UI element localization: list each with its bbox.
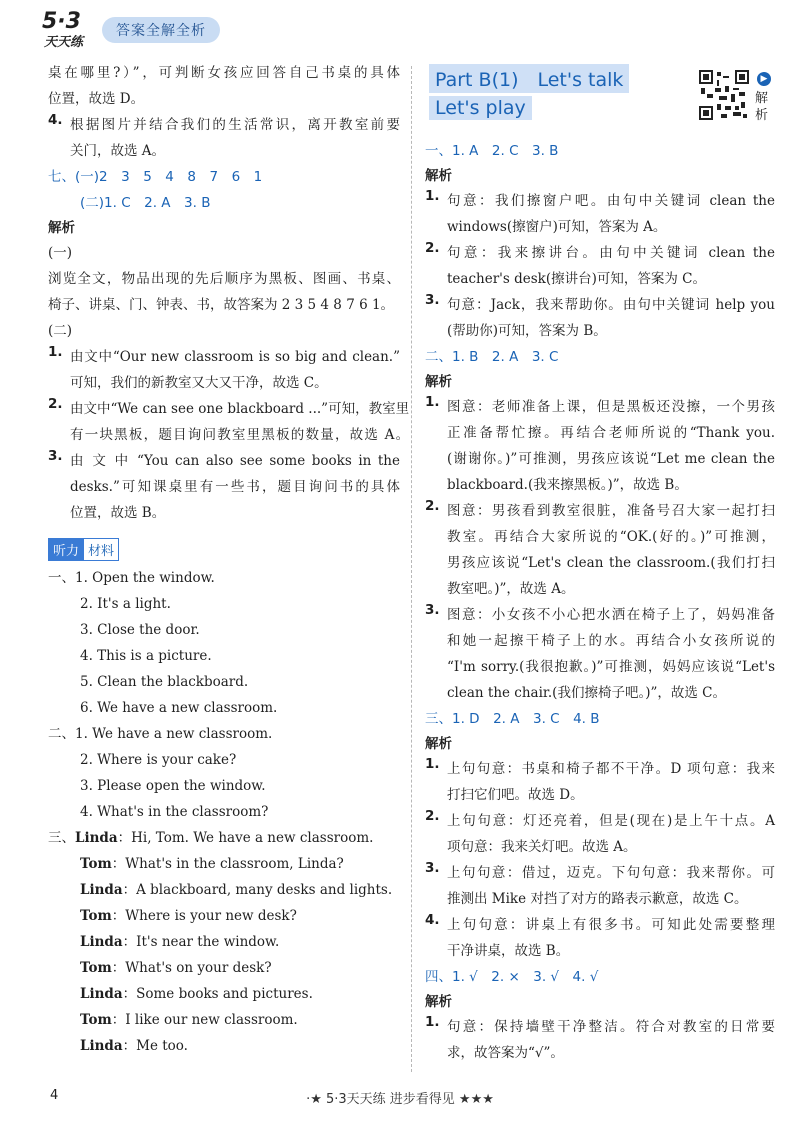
text-line: 句意：Jack，我来帮助你。由句中关键词 help you [447, 297, 775, 313]
list-item [425, 498, 775, 602]
text-line: 有一块黑板，题目询问教室里黑板的数量，故选 A。 [70, 427, 410, 443]
answer-line: 二、1. B 2. A 3. C [425, 349, 559, 365]
item-number: 1. [425, 188, 440, 204]
speech: ：A blackboard, many desks and lights. [122, 882, 393, 898]
item-number: 4. [48, 112, 63, 128]
unit-title-block [425, 60, 775, 124]
text-line: 推测出 Mike 对挡了对方的路表示歉意，故选 C。 [447, 891, 748, 907]
text-line: 位置，故选 D。 [48, 91, 145, 107]
script-line: 一、1. Open the window. [48, 570, 215, 586]
text-line: “I'm sorry.(我很抱歉。)”可推测，妈妈应该说“Let's [447, 659, 775, 675]
speech: ：It's near the window. [122, 934, 280, 950]
item-number: 2. [425, 808, 440, 824]
unit-subtitle: Let's play [429, 96, 532, 120]
list-item [425, 602, 775, 706]
text-line: 正准备帮忙擦。再结合老师所说的“Thank you. [447, 425, 775, 441]
text-line: (帮助你)可知，答案为 B。 [447, 323, 607, 339]
dialogue-line [48, 1033, 400, 1059]
text-line: 上句句意：讲桌上有很多书。可知此处需要整理 [447, 917, 775, 933]
list-item [425, 394, 775, 498]
logo-text-bottom: 天天练 [44, 35, 84, 50]
script-line: 4. This is a picture. [80, 648, 212, 664]
text-line: 男孩应该说“Let's clean the classroom.(我们打扫 [447, 555, 775, 571]
text-line: 项句意：我来关灯吧。故选 A。 [447, 839, 637, 855]
speaker: Tom [80, 856, 112, 872]
analysis-heading: 解析 [425, 994, 452, 1010]
speaker: Linda [80, 986, 123, 1002]
text-line: (二) [48, 323, 73, 339]
text-line: windows(擦窗户)可知，答案为 A。 [447, 219, 667, 235]
text-line: 上句句意：借过，迈克。下句句意：我来帮你。可 [447, 865, 775, 881]
script-line: 3. Please open the window. [80, 778, 266, 794]
script-line: 6. We have a new classroom. [80, 700, 278, 716]
right-column [425, 60, 775, 1066]
text-line: 关门，故选 A。 [70, 143, 166, 159]
play-arrow-icon[interactable]: ▶ [757, 72, 771, 86]
item-number: 1. [48, 344, 63, 360]
item-number: 2. [425, 498, 440, 514]
text-line: 求，故答案为“√”。 [447, 1045, 564, 1061]
text-line: clean the chair.(我们擦椅子吧。)”，故选 C。 [447, 685, 726, 701]
text-line: 打扫它们吧。故选 D。 [447, 787, 584, 803]
section-prefix: 三、 [48, 830, 75, 846]
text-line: teacher's desk(擦讲台)可知，答案为 C。 [447, 271, 706, 287]
text-line: 由 文 中 “You can also see some books in the [70, 453, 400, 469]
speaker: Tom [80, 908, 112, 924]
logo-text-top: 5·3 [42, 9, 81, 34]
page-footer [0, 1088, 800, 1112]
analysis-heading: 解析 [425, 168, 452, 184]
speaker: Linda [80, 934, 123, 950]
text-line: 上句句意：书桌和椅子都不干净。D 项句意：我来 [447, 761, 775, 777]
answer-line: (二)1. C 2. A 3. B [80, 195, 211, 211]
dialogue-line [48, 929, 400, 955]
listening-material-tag [48, 538, 119, 561]
unit-title: Part B(1) Let's talk [429, 64, 629, 93]
text-line: 位置，故选 B。 [70, 505, 166, 521]
item-number: 1. [425, 756, 440, 772]
list-item [425, 808, 775, 860]
text-line: 椅子、讲桌、门、钟表、书，故答案为 2 3 5 4 8 7 6 1。 [48, 297, 395, 313]
brand-logo [40, 11, 94, 49]
speaker: Linda [80, 1038, 123, 1054]
speech: ：Hi, Tom. We have a new classroom. [117, 830, 374, 846]
script-line: 2. It's a light. [80, 596, 171, 612]
item-number: 3. [48, 448, 63, 464]
text-line: 句意：我来擦讲台。由句中关键词 clean the [447, 245, 775, 261]
list-item [425, 1014, 775, 1066]
dialogue [48, 825, 400, 1059]
dialogue-line [48, 1007, 400, 1033]
left-column [48, 60, 410, 1059]
speaker: Tom [80, 960, 112, 976]
item-number: 2. [48, 396, 63, 412]
speech: ：Where is your new desk? [111, 908, 297, 924]
dialogue-line [48, 903, 400, 929]
qr-code-icon[interactable] [699, 70, 749, 120]
text-line: desks.”可知课桌里有一些书，题目询问书的具体 [70, 479, 400, 495]
speech: ：I like our new classroom. [111, 1012, 298, 1028]
dialogue-line [48, 851, 400, 877]
footer-slogan: ·★ 5·3天天练 进步看得见 ★★★ [306, 1092, 494, 1107]
text-line: 由文中“Our new classroom is so big and clean.” [70, 349, 400, 365]
list-item [425, 912, 775, 964]
text-line: 根据图片并结合我们的生活常识，离开教室前要 [70, 117, 400, 133]
text-line: 句意：我们擦窗户吧。由句中关键词 clean the [447, 193, 775, 209]
item-number: 3. [425, 860, 440, 876]
script-line: 3. Close the door. [80, 622, 200, 638]
text-line: 干净讲桌，故选 B。 [447, 943, 570, 959]
text-line: blackboard.(我来擦黑板。)”，故选 B。 [447, 477, 688, 493]
script-line: 4. What's in the classroom? [80, 804, 269, 820]
answer-line: 一、1. A 2. C 3. B [425, 143, 559, 159]
qr-label: 解析 [755, 91, 769, 123]
speech: ：What's in the classroom, Linda? [111, 856, 344, 872]
dialogue-line [48, 955, 400, 981]
page-header [40, 10, 220, 50]
text-line: 句意：保持墙壁干净整洁。符合对教室的日常要 [447, 1019, 775, 1035]
analysis-heading: 解析 [425, 736, 452, 752]
list-item [425, 292, 775, 344]
analysis-heading: 解析 [48, 220, 75, 236]
script-line: 2. Where is your cake? [80, 752, 237, 768]
speaker: Tom [80, 1012, 112, 1028]
answer-line: 三、1. D 2. A 3. C 4. B [425, 711, 600, 727]
text-line: 教室吧。)”，故选 A。 [447, 581, 575, 597]
item-number: 3. [425, 602, 440, 618]
text-line: 上句句意：灯还亮着，但是(现在)是上午十点。A [447, 813, 775, 829]
script-line: 二、1. We have a new classroom. [48, 726, 273, 742]
speech: ：What's on your desk? [111, 960, 272, 976]
list-item [425, 756, 775, 808]
list-item [425, 240, 775, 292]
column-divider [411, 66, 412, 1072]
dialogue-line [48, 877, 400, 903]
speech: ：Some books and pictures. [122, 986, 313, 1002]
dialogue-line [48, 825, 400, 851]
speaker: Linda [80, 882, 123, 898]
text-line: 和她一起擦干椅子上的水。再结合小女孩所说的 [447, 633, 775, 649]
speaker: Linda [75, 830, 118, 846]
analysis-heading: 解析 [425, 374, 452, 390]
text-line: 图意：小女孩不小心把水洒在椅子上了，妈妈准备 [447, 607, 775, 623]
text-line: 教室。再结合大家所说的“OK.(好的。)”可推测， [447, 529, 775, 545]
text-line: 桌在哪里?）”，可判断女孩应回答自己书桌的具体 [48, 65, 400, 81]
speech: ：Me too. [122, 1038, 188, 1054]
tag-part-b: 材料 [84, 538, 119, 561]
list-item [48, 448, 400, 526]
text-line: 图意：老师准备上课，但是黑板还没擦，一个男孩 [447, 399, 775, 415]
page-number: 4 [50, 1088, 59, 1103]
item-number: 1. [425, 1014, 440, 1030]
dialogue-line [48, 981, 400, 1007]
list-item [48, 344, 400, 396]
answer-line: 七、(一)2 3 5 4 8 7 6 1 [48, 169, 263, 185]
text-line: 图意：男孩看到教室很脏，准备号召大家一起打扫 [447, 503, 775, 519]
answer-line: 四、1. √ 2. × 3. √ 4. √ [425, 969, 599, 985]
text-line: 可知，我们的新教室又大又干净，故选 C。 [70, 375, 328, 391]
text-line: (谢谢你。)”可推测，男孩应该说“Let me clean the [447, 451, 775, 467]
text-line: 由文中“We can see one blackboard ...”可知，教室里 [70, 401, 410, 417]
item-number: 4. [425, 912, 440, 928]
list-item [48, 112, 400, 164]
item-number: 1. [425, 394, 440, 410]
list-item [48, 396, 410, 448]
script-line: 5. Clean the blackboard. [80, 674, 249, 690]
text-line: 浏览全文，物品出现的先后顺序为黑板、图画、书桌、 [48, 271, 400, 287]
list-item [425, 188, 775, 240]
list-item [425, 860, 775, 912]
text-line: (一) [48, 245, 73, 261]
item-number: 3. [425, 292, 440, 308]
item-number: 2. [425, 240, 440, 256]
section-label: 答案全解全析 [102, 17, 220, 43]
tag-part-a: 听力 [48, 538, 84, 561]
